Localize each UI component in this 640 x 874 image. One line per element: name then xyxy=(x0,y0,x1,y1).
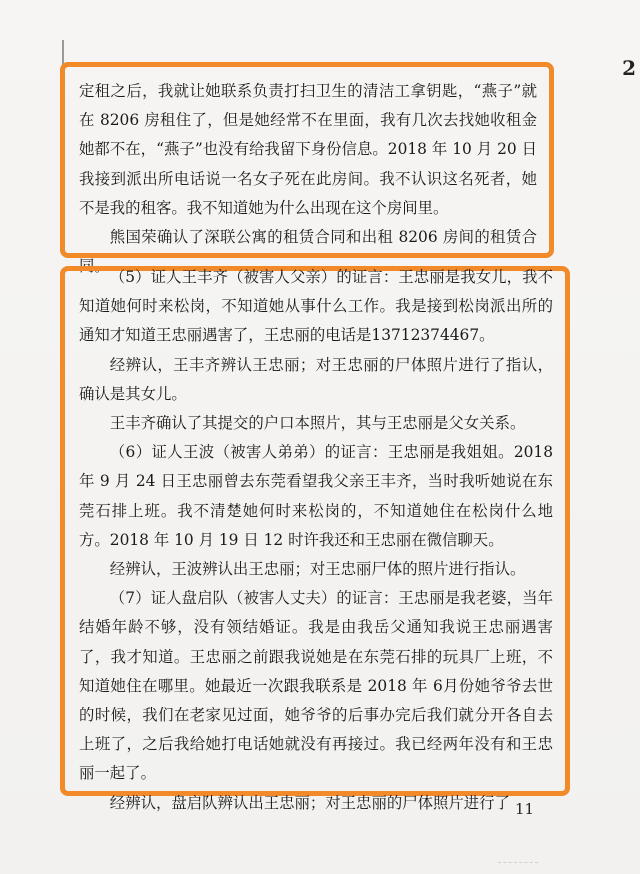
top-section-text xyxy=(65,77,549,281)
paragraph: （7）证人盘启队（被害人丈夫）的证言：王忠丽是我老婆，当年结婚年龄不够，没有领结婚证。我是由我岳父通知我说王忠丽遇害了，我才知道。王忠丽之前跟我说她是在东莞石排的玩具厂上班，不知道她住在哪里。她最近一次跟我联系是 2018 年 6月份她爷爷去世的时候，我们在老家见过面，她爷爷的后事办完后我们就分开各自去上班了，之后我给她打电话她就没有再接过。我已经两年没有和王忠丽一起了。 xyxy=(79,589,553,783)
highlight-box-top xyxy=(60,62,554,276)
paragraph: （6）证人王波（被害人弟弟）的证言：王忠丽是我姐姐。2018年 9 月 24 日王忠丽曾去东莞看望我父亲王丰齐，当时我听她说在东莞石排上班。我不清楚她何时来松岗的，不知道她住在松岗什么地方。2018 年 10 月 19 日 12 时许我还和王忠丽在微信聊天。 xyxy=(79,443,553,549)
paragraph: 熊国荣确认了深联公寓的租赁合同和出租 8206 房间的租赁合同。 xyxy=(79,228,537,276)
paragraph: （5）证人王丰齐（被害人父亲）的证言：王忠丽是我女儿，我不知道她何时来松岗，不知道她从事什么工作。我是接到松岗派出所的通知才知道王忠丽遇害了，王忠丽的电话是13712374467。 xyxy=(79,268,553,345)
main-section-text xyxy=(65,263,565,818)
paragraph: 王丰齐确认了其提交的户口本照片，其与王忠丽是父女关系。 xyxy=(109,414,526,433)
paragraph: 经辨认，王波辨认出王忠丽；对王忠丽尸体的照片进行指认。 xyxy=(109,560,526,579)
page-number: 11 xyxy=(515,800,535,818)
paragraph: 经辨认，盘启队辨认出王忠丽；对王忠丽的尸体照片进行了 xyxy=(109,793,510,812)
bottom-mark xyxy=(498,862,538,873)
corner-number: 2 xyxy=(622,56,636,80)
paragraph: 定租之后，我就让她联系负责打扫卫生的清洁工拿钥匙，“燕子”就在 8206 房租住了，但是她经常不在里面，我有几次去找她收租金她都不在，“燕子”也没有给我留下身份信息。2018 年 10 月 20 日我接到派出所电话说一名女子死在此房间。我不认识这名死者，她不是我的租客。我不知道她为什么出现在这个房间里。 xyxy=(79,82,537,217)
paragraph: 经辨认，王丰齐辨认王忠丽；对王忠丽的尸体照片进行了指认，确认是其女儿。 xyxy=(79,355,553,403)
